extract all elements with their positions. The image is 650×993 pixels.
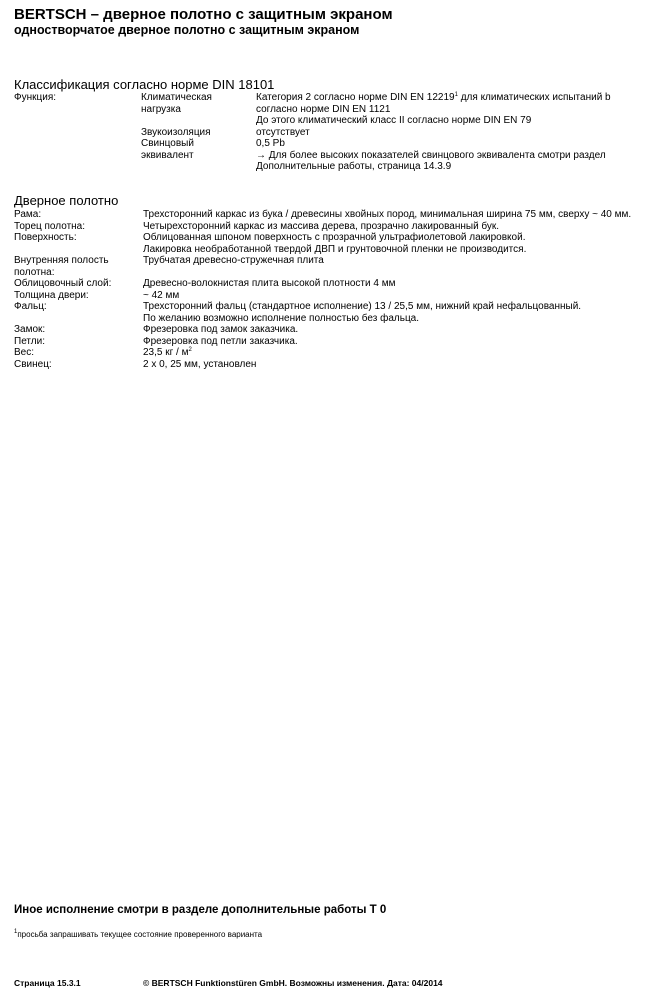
sound-value: отсутствует [256, 126, 310, 138]
climate-text-1: Категория 2 согласно норме DIN EN 12219$^1$ для климатических испытаний b [256, 92, 611, 103]
climate-text-3: До этого климатический класс II согласно норме DIN EN 79 [256, 115, 532, 126]
rebate-value-1: Трехсторонний фальц (стандартное исполнение) 13 / 25,5 мм, нижний край нефальцованный. [143, 301, 582, 312]
weight-label: Вес: [14, 347, 35, 358]
document-title: BERTSCH – дверное полотно с защитным экраном [14, 6, 393, 23]
other-version-note: Иное исполнение смотри в разделе дополнительные работы Т 0 [14, 904, 387, 916]
function-label: Функция: [14, 92, 57, 103]
climate-label-2: нагрузка [141, 103, 181, 115]
lead-equiv-label-1: Свинцовый [141, 138, 194, 149]
hinges-value: Фрезеровка под петли заказчика. [143, 335, 298, 347]
edge-label: Торец полотна: [14, 220, 86, 232]
lead-label: Свинец: [14, 358, 52, 370]
surface-value-2: Лакировка необработанной твердой ДВП и грунтовочной пленки не производится. [143, 243, 527, 255]
cavity-value: Трубчатая древесно-стружечная плита [143, 255, 324, 266]
climate-label-1: Климатическая [141, 92, 212, 103]
rebate-label: Фальц: [14, 301, 47, 312]
surface-value-1: Облицованная шпоном поверхность с прозрачной ультрафиолетовой лакировкой. [143, 232, 526, 243]
footer-page-number: Страница 15.3.1 [14, 978, 81, 988]
footer-copyright: © BERTSCH Funktionstüren GmbH. Возможны изменения. Дата: 04/2014 [143, 978, 443, 988]
cavity-label-2: полотна: [14, 266, 55, 278]
lock-label: Замок: [14, 324, 46, 335]
facing-label: Облицовочный слой: [14, 278, 112, 289]
climate-text-2: согласно норме DIN EN 1121 [256, 103, 391, 115]
lead-equiv-value-2: → Для более высоких показателей свинцового эквивалента смотри раздел [256, 149, 606, 161]
hinges-label: Петли: [14, 335, 45, 347]
door-leaf-heading: Дверное полотно [14, 193, 119, 208]
frame-value: Трехсторонний каркас из бука / древесины хвойных пород, минимальная ширина 75 мм, сверху ~ 40 мм. [143, 209, 632, 220]
classification-heading: Классификация согласно норме DIN 18101 [14, 77, 275, 92]
lead-value: 2 x 0, 25 мм, установлен [143, 358, 257, 370]
rebate-value-2: По желанию возможно исполнение полностью без фальца. [143, 312, 420, 324]
frame-label: Рама: [14, 209, 42, 220]
lock-value: Фрезеровка под замок заказчика. [143, 324, 299, 335]
sound-label: Звукоизоляция [141, 126, 211, 138]
lead-equiv-value-1: 0,5 Pb [256, 138, 285, 149]
facing-value: Древесно-волокнистая плита высокой плотности 4 мм [143, 278, 396, 289]
lead-equiv-label-2: эквивалент [141, 149, 194, 161]
footnote: $^1$просьба запрашивать текущее состояние проверенного варианта [14, 929, 263, 939]
thickness-value: ~ 42 мм [143, 289, 180, 301]
edge-value: Четырехсторонний каркас из массива дерева, прозрачно лакированный бук. [143, 220, 500, 232]
cavity-label-1: Внутренняя полость [14, 255, 109, 266]
weight-value: 23,5 кг / $м^2$ [143, 347, 192, 358]
surface-label: Поверхность: [14, 232, 77, 243]
lead-equiv-value-3: Дополнительные работы, страница 14.3.9 [256, 161, 452, 172]
document-subtitle: одностворчатое дверное полотно с защитным экраном [14, 23, 360, 37]
thickness-label: Толщина двери: [14, 289, 89, 301]
